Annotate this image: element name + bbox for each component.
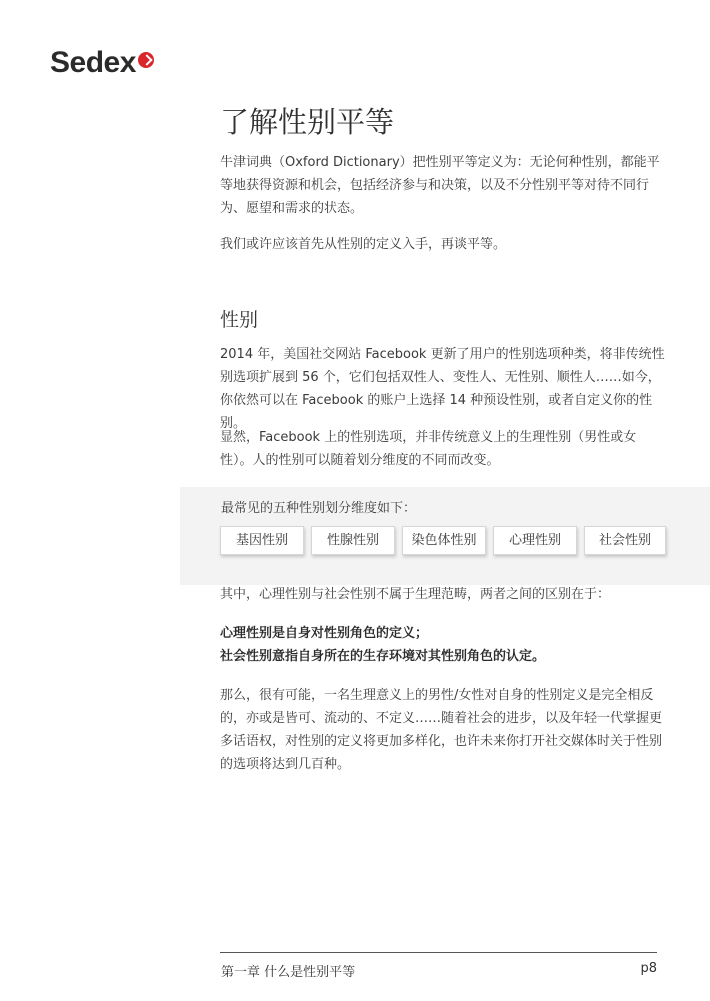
definition-psychological: 心理性别是自身对性别角色的定义； <box>220 626 429 641</box>
logo-check-icon <box>138 52 154 68</box>
chip-social-gender: 社会性别 <box>584 526 666 555</box>
page-number: p8 <box>640 961 657 976</box>
intro-paragraph-2: 我们或许应该首先从性别的定义入手，再谈平等。 <box>220 237 507 252</box>
chip-gonadal-sex: 性腺性别 <box>311 526 395 555</box>
chip-chromosomal-sex: 染色体性别 <box>402 526 486 555</box>
section-paragraph-4: 那么，很有可能，一名生理意义上的男性/女性对自身的性别定义是完全相反的，亦或是皆可、流动的、不定义……随着社会的进步，以及年轻一代掌握更多话语权，对性别的定义将更加多样化，也许未来你打开社交媒体时关于性别的选项将达到几百种。 <box>220 688 663 772</box>
section-paragraph-1: 2014 年，美国社交网站 Facebook 更新了用户的性别选项种类，将非传统性别选项扩展到 56 个，它们包括双性人、变性人、无性别、顺性人……如今，你依然可以在 Facebook 的账户上选择 14 种预设性别，或者自定义你的性别。 <box>220 347 665 431</box>
chip-psychological-gender: 心理性别 <box>493 526 577 555</box>
page-title: 了解性别平等 <box>220 105 395 139</box>
footer-divider <box>220 952 657 953</box>
dimension-chips <box>220 526 666 555</box>
section-paragraph-3: 其中，心理性别与社会性别不属于生理范畴，两者之间的区别在于： <box>220 587 611 602</box>
chip-genetic-sex: 基因性别 <box>220 526 304 555</box>
definition-social: 社会性别意指自身所在的生存环境对其性别角色的认定。 <box>220 649 546 664</box>
sedex-logo <box>50 46 136 80</box>
footer-chapter: 第一章 什么是性别平等 <box>221 965 356 980</box>
dimensions-label: 最常见的五种性别划分维度如下： <box>221 501 417 516</box>
section-paragraph-2: 显然，Facebook 上的性别选项，并非传统意义上的生理性别（男性或女性）。人的性别可以随着划分维度的不同而改变。 <box>220 430 637 468</box>
intro-paragraph-1: 牛津词典（Oxford Dictionary）把性别平等定义为：无论何种性别，都能平等地获得资源和机会，包括经济参与和决策，以及不分性别平等对待不同行为、愿望和需求的状态。 <box>220 155 660 216</box>
logo-text: Sedex <box>50 46 136 79</box>
section-heading: 性别 <box>220 309 259 331</box>
